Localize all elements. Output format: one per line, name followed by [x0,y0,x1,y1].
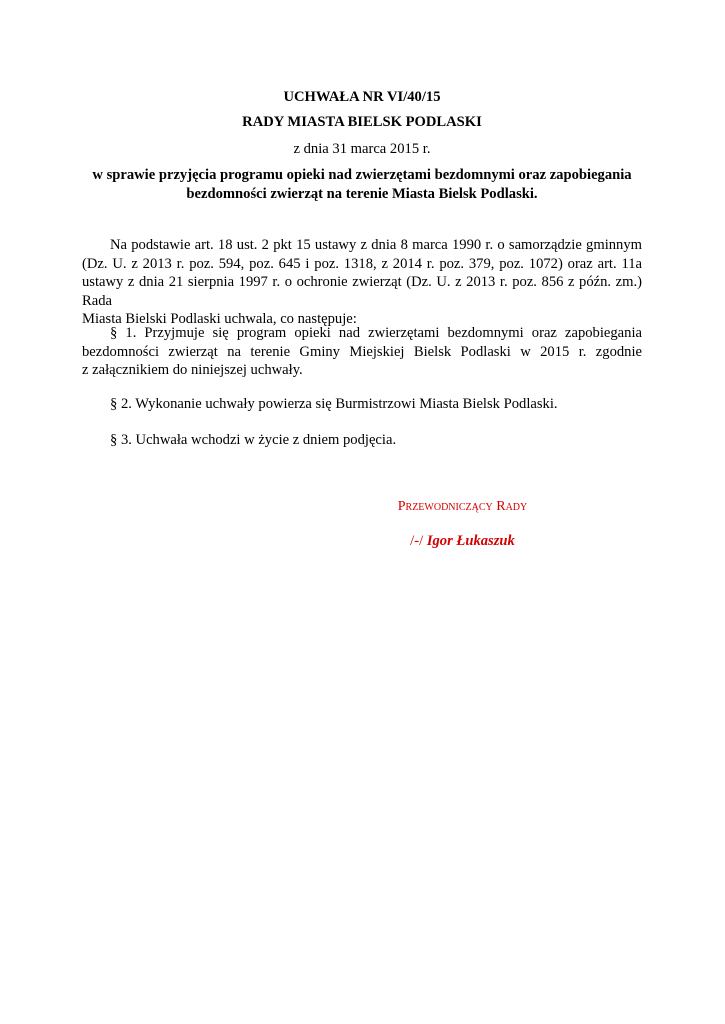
section-1 [82,324,642,380]
legal-basis-paragraph [82,236,642,329]
signature-prefix: /-/ [410,533,424,549]
paragraph-line: § 1. Przyjmuje się program opieki nad zwierzętami bezdomnymi oraz zapobiegania [110,325,642,341]
resolution-date: z dnia 31 marca 2015 r. [293,141,431,157]
council-name: RADY MIASTA BIELSK PODLASKI [242,114,482,130]
subject-line: w sprawie przyjęcia programu opieki nad zwierzętami bezdomnymi oraz zapobiegania [92,167,632,183]
subject-line: bezdomności zwierząt na terenie Miasta Bielsk Podlaski. [186,185,538,202]
paragraph-line: z załącznikiem do niniejszej uchwały. [82,362,303,378]
paragraph-line: (Dz. U. z 2013 r. poz. 594, poz. 645 i poz. 1318, z 2014 r. poz. 379, poz. 1072) oraz art. 11a [82,255,642,272]
paragraph-line: § 2. Wykonanie uchwały powierza się Burmistrzowi Miasta Bielsk Podlaski. [110,396,558,412]
section-3 [82,431,642,450]
paragraph-line: Miasta Bielski Podlaski uchwala, co następuje: [82,311,357,327]
resolution-number: UCHWAŁA NR VI/40/15 [283,89,441,105]
paragraph-line: ustawy z dnia 21 sierpnia 1997 r. o ochronie zwierząt (Dz. U. z 2013 r. poz. 856 z późn. zm.) Rada [82,274,642,309]
resolution-subject [82,166,642,203]
paragraph-line: Na podstawie art. 18 ust. 2 pkt 15 ustawy z dnia 8 marca 1990 r. o samorządzie gminnym [110,237,642,253]
section-2 [82,395,642,414]
paragraph-line: bezdomności zwierząt na terenie Gminy Miejskiej Bielsk Podlaski w 2015 r. zgodnie [82,343,642,360]
paragraph-line: § 3. Uchwała wchodzi w życie z dniem podjęcia. [110,432,397,448]
signature [385,532,540,551]
signature-role: Przewodniczący Rady [397,499,528,514]
signature-name: Igor Łukaszuk [426,533,515,549]
